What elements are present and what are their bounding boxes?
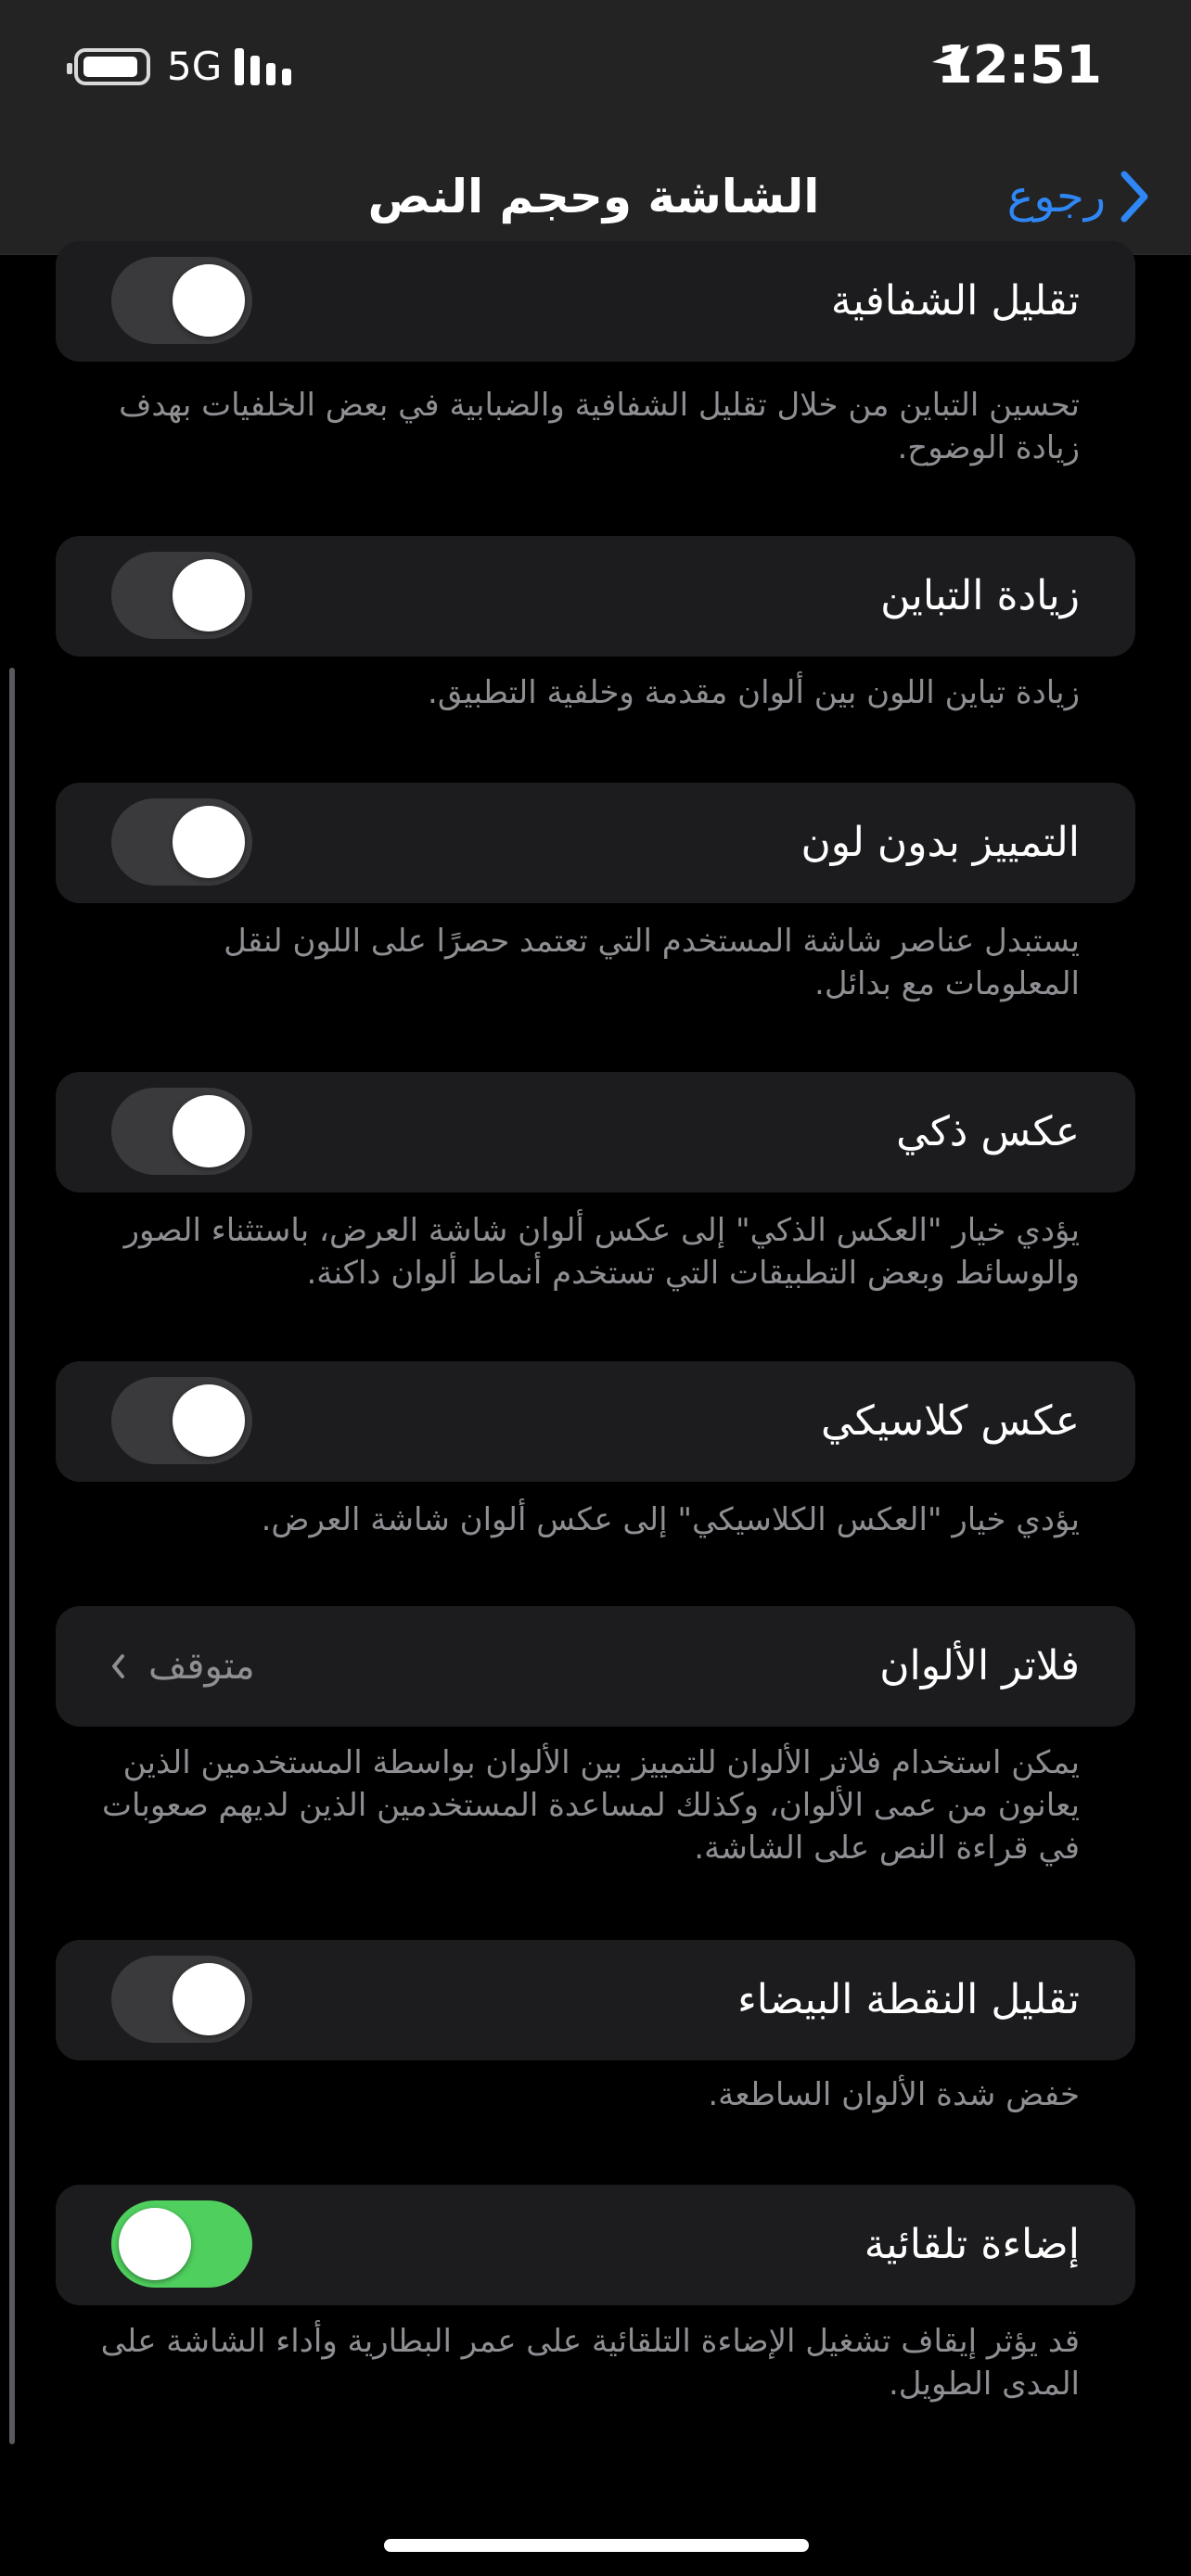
home-indicator[interactable] xyxy=(384,2539,809,2552)
reduce-white-point-toggle[interactable] xyxy=(111,1956,252,2043)
increase-contrast-footer: زيادة تباين اللون بين ألوان مقدمة وخلفية التطبيق. xyxy=(428,674,1080,711)
differentiate-without-color-toggle[interactable] xyxy=(111,798,252,886)
increase-contrast-toggle[interactable] xyxy=(111,552,252,639)
color-filters-value xyxy=(111,1606,255,1727)
color-filters-label: فلاتر الألوان xyxy=(879,1642,1080,1690)
differentiate-without-color-footer: يستبدل عناصر شاشة المستخدم التي تعتمد حصرًا على اللون لنقل المعلومات مع بدائل. xyxy=(224,923,1080,1002)
chevron-right-icon xyxy=(111,1653,126,1679)
smart-invert-footer: يؤدي خيار "العكس الذكي" إلى عكس ألوان شاشة العرض، باستثناء الصور والوسائط وبعض التطبيقات التي تستخدم أنماط ألوان داكنة. xyxy=(123,1212,1080,1292)
smart-invert-label: عكس ذكي xyxy=(896,1108,1080,1155)
toggle-knob xyxy=(173,1963,245,2035)
auto-brightness-toggle[interactable] xyxy=(111,2200,252,2288)
color-filters-footer: يمكن استخدام فلاتر الألوان للتمييز بين الألوان بواسطة المستخدمين الذين يعانون من عمى الألوان، وكذلك لمساعدة المستخدمين الذين لديهم صعوبات في قراءة النص على الشاشة. xyxy=(102,1744,1080,1867)
scroll-indicator[interactable] xyxy=(9,668,15,2444)
network-type: 5G xyxy=(167,44,223,89)
cellular-signal-icon xyxy=(235,48,292,85)
toggle-knob xyxy=(173,806,245,878)
battery-icon xyxy=(74,48,150,85)
classic-invert-row[interactable] xyxy=(56,1361,1135,1482)
increase-contrast-label: زيادة التباين xyxy=(880,572,1080,619)
classic-invert-label: عكس كلاسيكي xyxy=(821,1397,1080,1445)
increase-contrast-row[interactable] xyxy=(56,536,1135,657)
color-filters-status: متوقف xyxy=(148,1645,255,1688)
toggle-knob xyxy=(173,1095,245,1167)
reduce-transparency-label: تقليل الشفافية xyxy=(830,277,1080,325)
smart-invert-toggle[interactable] xyxy=(111,1088,252,1175)
reduce-transparency-footer: تحسين التباين من خلال تقليل الشفافية والضبابية في بعض الخلفيات بهدف زيادة الوضوح. xyxy=(119,387,1080,466)
auto-brightness-footer: قد يؤثر إيقاف تشغيل الإضاءة التلقائية على عمر البطارية وأداء الشاشة على المدى الطويل. xyxy=(100,2323,1080,2403)
classic-invert-footer: يؤدي خيار "العكس الكلاسيكي" إلى عكس ألوان شاشة العرض. xyxy=(261,1501,1080,1538)
reduce-white-point-label: تقليل النقطة البيضاء xyxy=(737,1976,1080,2023)
color-filters-row[interactable] xyxy=(56,1606,1135,1727)
page-title: الشاشة وحجم النص xyxy=(367,170,820,223)
differentiate-without-color-row[interactable] xyxy=(56,783,1135,903)
auto-brightness-label: إضاءة تلقائية xyxy=(864,2221,1080,2268)
reduce-transparency-toggle[interactable] xyxy=(111,257,252,344)
toggle-knob xyxy=(173,559,245,631)
toggle-knob xyxy=(119,2208,191,2280)
auto-brightness-row[interactable] xyxy=(56,2185,1135,2305)
classic-invert-toggle[interactable] xyxy=(111,1377,252,1464)
back-button[interactable] xyxy=(1007,161,1150,232)
reduce-white-point-row[interactable] xyxy=(56,1940,1135,2060)
smart-invert-row[interactable] xyxy=(56,1072,1135,1192)
chevron-left-icon xyxy=(1119,169,1150,224)
reduce-white-point-footer: خفض شدة الألوان الساطعة. xyxy=(708,2076,1080,2113)
reduce-transparency-row[interactable] xyxy=(56,241,1135,362)
clock: 12:51 xyxy=(936,35,1102,96)
toggle-knob xyxy=(173,1384,245,1457)
back-label: رجوع xyxy=(1006,171,1106,223)
differentiate-without-color-label: التمييز بدون لون xyxy=(800,819,1080,866)
status-bar xyxy=(0,0,1191,141)
toggle-knob xyxy=(173,264,245,337)
